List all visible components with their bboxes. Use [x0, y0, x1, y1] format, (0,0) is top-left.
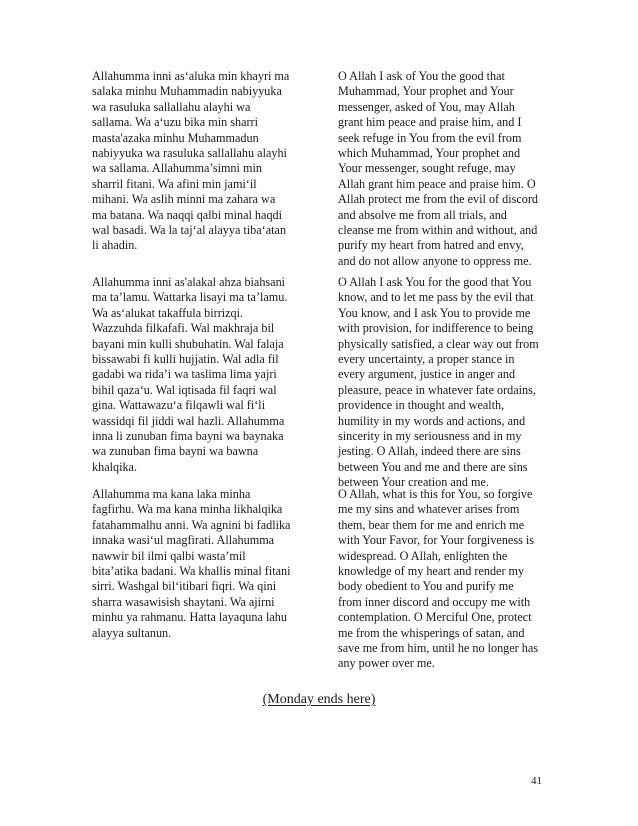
translation-paragraph-3: O Allah, what is this for You, so forgive me my sins and whatever arises from them, bear them for me and enrich me with Your Favor, for Your forgiveness is widespread. O Allah, enlighten the knowledge of my heart and render my body obedient to You and purify me from inner discord and occupy me with contemplation. O Merciful One, protect me from the whisperings of satan, and save me from him, until he no longer has any power over me. [338, 487, 539, 671]
translation-paragraph-1: O Allah I ask of You the good that Muhammad, Your prophet and Your messenger, asked of You, may Allah grant him peace and praise him, and I seek refuge in You from the evil from which Muhammad, Your prophet and Your messenger, sought refuge, may Allah grant him peace and praise him. O Allah protect me from the evil of discord and absolve me from all trials, and cleanse me from within and without, and purify my heart from hatred and envy, and do not allow anyone to oppress me. [338, 69, 539, 268]
transliteration-paragraph-3: Allahumma ma kana laka minha fagfirhu. Wa ma kana minha likhalqika fatahammalhu anni. Wa agnini bi fadlika innaka wasi‘ul magfirati. Allahumma nawwir bil ilmi qalbi wasta’mil bita’atika badani. Wa khallis minal fitani sirri. Washgal bil‘itibari fiqri. Wa qini sharra wasawisish shaytani. Wa ajirni minhu ya rahmanu. Hatta layaquna lahu alayya sultanun. [92, 487, 291, 640]
translation-paragraph-2: O Allah I ask You for the good that You know, and to let me pass by the evil that You know, and I ask You to provide me with provision, for indifference to being physically satisfied, a clear way out from every uncertainty, a proper stance in every argument, justice in anger and pleasure, peace in whatever fate ordains, providence in thought and wealth, humility in my words and actions, and sincerity in my seriousness and in my jesting. O Allah, indeed there are sins between You and me and there are sins between Your creation and me. [338, 275, 539, 490]
page-number: 41 [531, 775, 542, 787]
transliteration-paragraph-2: Allahumma inni as'alakal ahza biahsani ma ta’lamu. Wattarka lisayi ma ta’lamu. Wa as‘alukat takaffula birrizqi. Wazzuhda filkafafi. Wal makhraja bil bayani min kulli shubuhatin. Wal falaja bissawabi fi kulli hujjatin. Wal adla fil gadabi wa rida’i wa taslima lima yajri bihil qaza‘u. Wal iqtisada fil faqri wal gina. Wattawazu‘a filqawli wal fi‘li wassidqi fil jiddi wal hazli. Allahumma inna li zunuban fima bayni wa baynaka wa zunuban fima bayni wa bawna khalqika. [92, 275, 288, 474]
section-end-note [0, 691, 638, 709]
transliteration-paragraph-1: Allahumma inni as‘aluka min khayri ma salaka minhu Muhammadin nabiyyuka wa rasuluka sallallahu alayhi wa sallama. Wa a‘uzu bika min sharri masta'azaka minhu Muhammadun nabiyyuka wa rasuluka sallallahu alayhi wa sallama. Allahumma’simni min sharril fitani. Wa afini min jami‘il mihani. Wa aslih minni ma zahara wa ma batana. Wa naqqi qalbi minal haqdi wal basadi. Wa la taj‘al alayya tiba‘atan li ahadin. [92, 69, 290, 253]
section-end-note-text: (Monday ends here) [262, 692, 376, 707]
